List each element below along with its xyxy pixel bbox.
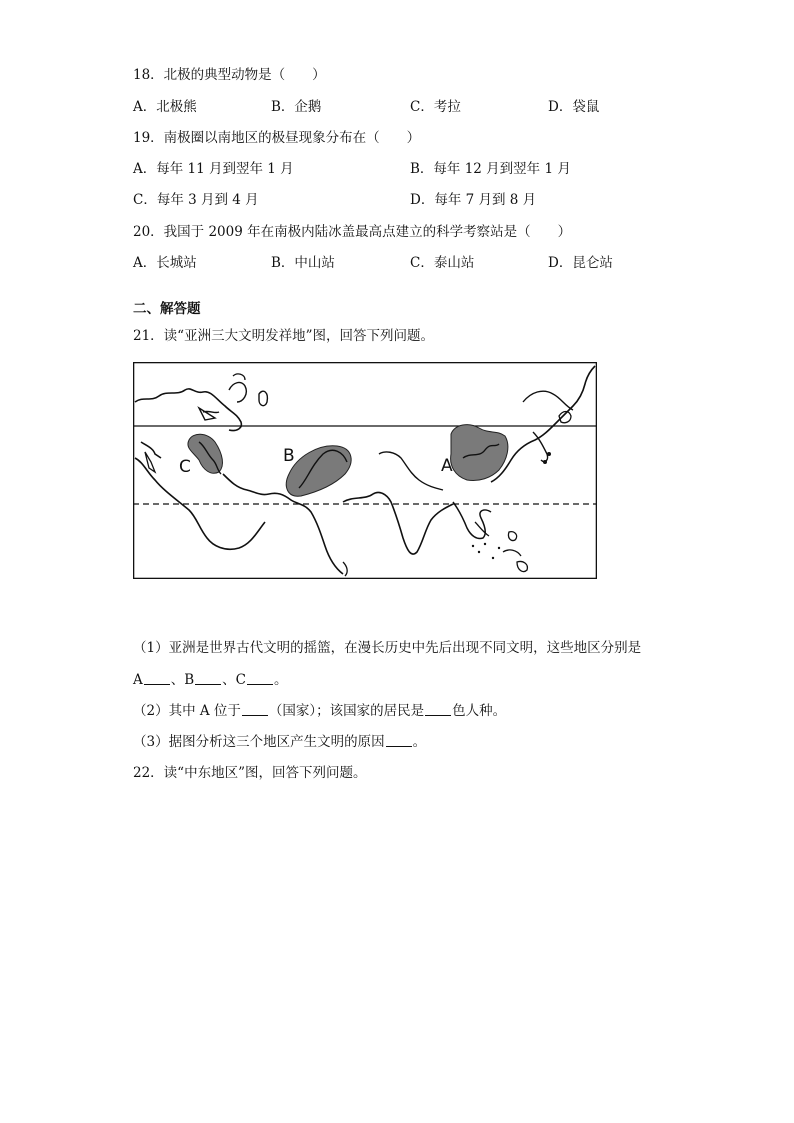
q19-option-a: A．每年 11 月到翌年 1 月: [133, 161, 294, 177]
q18-option-a: A．北极熊: [133, 99, 197, 115]
answer-blank-country[interactable]: [242, 703, 268, 716]
map-label-b: B: [283, 446, 295, 466]
q19-stem: 19．南极圈以南地区的极昼现象分布在（ ）: [133, 130, 421, 146]
answer-blank-reason[interactable]: [386, 734, 412, 747]
q22-stem: 22．读“中东地区”图，回答下列问题。: [133, 765, 367, 781]
map-label-c: C: [179, 457, 191, 477]
q21-sub1-part-b: 、B: [170, 672, 195, 688]
q21-sub1-part-a: A: [133, 672, 143, 688]
q18-option-c: C．考拉: [410, 99, 461, 115]
q19-option-d: D．每年 7 月到 8 月: [410, 192, 537, 208]
answer-blank-race[interactable]: [425, 703, 451, 716]
asia-civilization-map: [133, 362, 597, 579]
q20-stem: 20．我国于 2009 年在南极内陆冰盖最高点建立的科学考察站是（ ）: [133, 224, 572, 240]
q21-sub1-part-c: 、C: [222, 672, 247, 688]
q21-sub2-part3: 色人种。: [452, 703, 507, 719]
q21-stem: 21．读“亚洲三大文明发祥地”图，回答下列问题。: [133, 328, 434, 344]
answer-blank-b[interactable]: [195, 672, 221, 685]
q21-sub3-part1: （3）据图分析这三个地区产生文明的原因: [133, 734, 385, 750]
section-heading: 二、解答题: [133, 301, 201, 317]
q21-sub1-part-end: 。: [274, 672, 288, 688]
q20-option-b: B．中山站: [271, 255, 335, 271]
q21-sub2: [133, 702, 506, 720]
q18-stem: 18．北极的典型动物是（ ）: [133, 67, 326, 83]
q20-option-c: C．泰山站: [410, 255, 475, 271]
answer-blank-a[interactable]: [144, 672, 170, 685]
map-label-a: A: [441, 456, 453, 476]
q21-sub1-line2: [133, 671, 288, 689]
q21-sub1-line1: （1）亚洲是世界古代文明的摇篮，在漫长历史中先后出现不同文明，这些地区分别是: [133, 640, 642, 656]
q21-sub3: [133, 733, 426, 751]
answer-blank-c[interactable]: [247, 672, 273, 685]
q19-option-c: C．每年 3 月到 4 月: [133, 192, 259, 208]
q18-option-d: D．袋鼠: [548, 99, 600, 115]
q18-option-b: B．企鹅: [271, 99, 322, 115]
q20-option-a: A．长城站: [133, 255, 197, 271]
q19-option-b: B．每年 12 月到翌年 1 月: [410, 161, 571, 177]
q21-sub2-part2: （国家）；该国家的居民是: [268, 703, 425, 719]
map-svg: [133, 362, 597, 579]
q20-option-d: D．昆仑站: [548, 255, 613, 271]
q21-sub3-part2: 。: [412, 734, 427, 750]
q21-sub2-part1: （2）其中 A 位于: [133, 703, 241, 719]
